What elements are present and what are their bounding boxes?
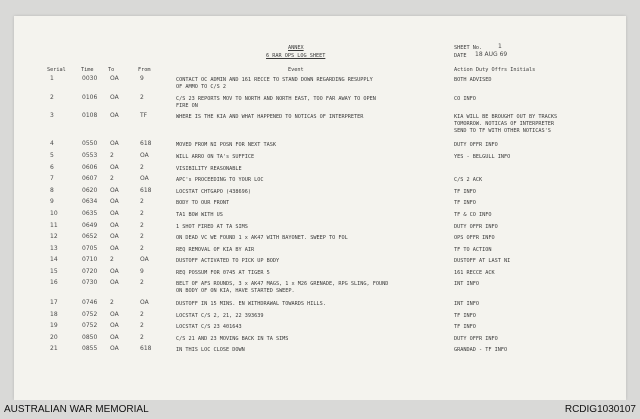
cell-time: 0855 [82,345,98,352]
cell-action: KIA WILL BE BROUGHT OUT BY TRACKS [454,114,558,120]
cell-event: ON BODY OF ON KIA, HAVE STARTED SWEEP. [176,288,295,294]
cell-to: OA [110,75,119,82]
cell-to: OA [110,279,119,286]
cell-to: OA [110,311,119,318]
cell-serial: 13 [50,245,58,252]
cell-time: 0652 [82,233,98,240]
cell-serial: 18 [50,311,58,318]
sheet-number: 1 [498,43,502,50]
cell-to: 2 [110,256,114,263]
cell-time: 0730 [82,279,98,286]
cell-action: DUTY OFFR INFO [454,142,498,148]
cell-time: 0746 [82,299,98,306]
cell-from: 618 [140,187,152,194]
cell-action: C/S 2 ACK [454,177,483,183]
cell-to: OA [110,245,119,252]
cell-from: 2 [140,334,144,341]
cell-serial: 2 [50,94,54,101]
cell-from: 2 [140,222,144,229]
cell-action: TF INFO [454,189,476,195]
cell-to: OA [110,140,119,147]
cell-to: OA [110,222,119,229]
cell-event: C/S 23 REPORTS MOV TO NORTH AND NORTH EAST, TOO FAR AWAY TO OPEN [176,96,376,102]
cell-from: 2 [140,94,144,101]
cell-from: 2 [140,210,144,217]
cell-to: OA [110,112,119,119]
cell-action: DUTY OFFR INFO [454,336,498,342]
cell-event: 1 SHOT FIRED AT TA SIMS [176,224,248,230]
cell-event: WHERE IS THE KIA AND WHAT HAPPENED TO NOTICAS OF INTERPRETER [176,114,364,120]
cell-from: 2 [140,245,144,252]
cell-from: 618 [140,345,152,352]
cell-event: OF AMMO TO C/S 2 [176,84,226,90]
cell-event: FIRE ON [176,103,198,109]
footer-bar [0,400,640,419]
cell-time: 0850 [82,334,98,341]
cell-time: 0635 [82,210,98,217]
cell-from: 2 [140,311,144,318]
sheet-label: SHEET No. [454,45,483,51]
cell-event: TA1 BOW WITH US [176,212,223,218]
cell-time: 0620 [82,187,98,194]
cell-time: 0108 [82,112,98,119]
cell-to: 2 [110,175,114,182]
cell-serial: 21 [50,345,58,352]
cell-time: 0553 [82,152,98,159]
cell-time: 0550 [82,140,98,147]
column-header-action: Action Duty Offrs Initials [454,67,536,73]
cell-to: OA [110,198,119,205]
cell-action: 161 RECCE ACK [454,270,495,276]
cell-time: 0649 [82,222,98,229]
cell-serial: 6 [50,164,54,171]
column-header-time: Time [81,67,94,73]
cell-event: WILL ARRO ON TA's SUFFICE [176,154,255,160]
cell-time: 0606 [82,164,98,171]
cell-from: OA [140,175,149,182]
cell-from: 2 [140,164,144,171]
cell-serial: 7 [50,175,54,182]
cell-event: CONTACT OC ADMIN AND 161 RECCE TO STAND DOWN REGARDING RESUPPLY [176,77,373,83]
cell-time: 0752 [82,322,98,329]
cell-from: 2 [140,322,144,329]
cell-action: CO INFO [454,96,476,102]
cell-time: 0720 [82,268,98,275]
cell-serial: 8 [50,187,54,194]
cell-from: 9 [140,268,144,275]
cell-action: TF TO ACTION [454,247,492,253]
cell-to: OA [110,322,119,329]
cell-serial: 15 [50,268,58,275]
cell-action: DUSTOFF AT LAST NI [454,258,511,264]
cell-event: C/S 21 AND 23 MOVING BACK IN TA SIMS [176,336,289,342]
cell-serial: 3 [50,112,54,119]
cell-to: OA [110,187,119,194]
cell-event: LOCSTAT CHTGAPO (438696) [176,189,251,195]
cell-serial: 1 [50,75,54,82]
document-page [14,16,626,400]
cell-to: OA [110,268,119,275]
column-header-serial: Serial [47,67,66,73]
cell-action: YES - BELGULL INFO [454,154,511,160]
cell-to: OA [110,94,119,101]
cell-event: LOCSTAT C/S 23 401643 [176,324,242,330]
cell-to: 2 [110,152,114,159]
cell-from: OA [140,152,149,159]
footer-credit: AUSTRALIAN WAR MEMORIAL [4,404,149,415]
cell-action: DUTY OFFR INFO [454,224,498,230]
cell-time: 0607 [82,175,98,182]
cell-to: OA [110,164,119,171]
cell-serial: 19 [50,322,58,329]
cell-event: MOVED FROM NI POSN FOR NEXT TASK [176,142,276,148]
cell-action: INT INFO [454,281,479,287]
cell-to: 2 [110,299,114,306]
cell-serial: 9 [50,198,54,205]
cell-time: 0710 [82,256,98,263]
cell-serial: 16 [50,279,58,286]
cell-event: REQ REMOVAL OF KIA BY AIR [176,247,255,253]
cell-event: APC's PROCEEDING TO YOUR LOC [176,177,264,183]
cell-event: VISIBILITY REASONABLE [176,166,242,172]
cell-from: 618 [140,140,152,147]
cell-serial: 10 [50,210,58,217]
cell-action: BOTH ADVISED [454,77,492,83]
cell-serial: 11 [50,222,58,229]
column-header-to: To [108,67,115,73]
date-label: DATE [454,53,467,59]
footer-reference: RCDIG1030107 [564,404,636,415]
date-value: 18 AUG 69 [475,51,508,58]
cell-from: OA [140,256,149,263]
cell-event: DUSTOFF ACTIVATED TO PICK UP BODY [176,258,280,264]
cell-serial: 4 [50,140,54,147]
cell-time: 0705 [82,245,98,252]
cell-serial: 14 [50,256,58,263]
cell-action: INT INFO [454,301,479,307]
cell-event: LOCSTAT C/S 2, 21, 22 393639 [176,313,264,319]
page-title: 6 RAR OPS LOG SHEET [266,53,326,59]
cell-serial: 20 [50,334,58,341]
annex-title: ANNEX [288,45,304,51]
column-header-from: From [138,67,151,73]
cell-action: OPS OFFR INFO [454,235,495,241]
cell-to: OA [110,334,119,341]
cell-serial: 17 [50,299,58,306]
cell-from: 9 [140,75,144,82]
cell-action: TF INFO [454,324,476,330]
cell-event: BODY TO OUR FRONT [176,200,230,206]
cell-time: 0634 [82,198,98,205]
cell-time: 0752 [82,311,98,318]
cell-from: 2 [140,233,144,240]
cell-action: TOMORROW. NOTICAS OF INTERPRETER [454,121,554,127]
cell-to: OA [110,210,119,217]
cell-action: GRANDAD - TF INFO [454,347,508,353]
cell-from: OA [140,299,149,306]
cell-action: SEND TO TF WITH OTHER NOTICAS'S [454,128,551,134]
cell-time: 0106 [82,94,98,101]
cell-event: DUSTOFF IN 15 MINS. EN WITHDRAWAL TOWARDS HILLS. [176,301,326,307]
cell-event: IN THIS LOC CLOSE DOWN [176,347,245,353]
cell-action: TF & CO INFO [454,212,492,218]
cell-serial: 12 [50,233,58,240]
cell-event: ON DEAD VC WE FOUND 1 x AK47 WITH BAYONET. SWEEP TO FOL [176,235,348,241]
cell-action: TF INFO [454,200,476,206]
cell-event: REQ POSSUM FOR 0745 AT TIGER 5 [176,270,270,276]
cell-from: 2 [140,198,144,205]
cell-from: TF [140,112,148,119]
cell-from: 2 [140,279,144,286]
cell-serial: 5 [50,152,54,159]
column-header-event: Event [288,67,304,73]
cell-time: 0030 [82,75,98,82]
cell-to: OA [110,345,119,352]
cell-event: BELT OF AFS ROUNDS, 3 x AK47 MAGS, 1 x M26 GRENADE, RPG SLING, FOUND [176,281,389,287]
cell-to: OA [110,233,119,240]
cell-action: TF INFO [454,313,476,319]
